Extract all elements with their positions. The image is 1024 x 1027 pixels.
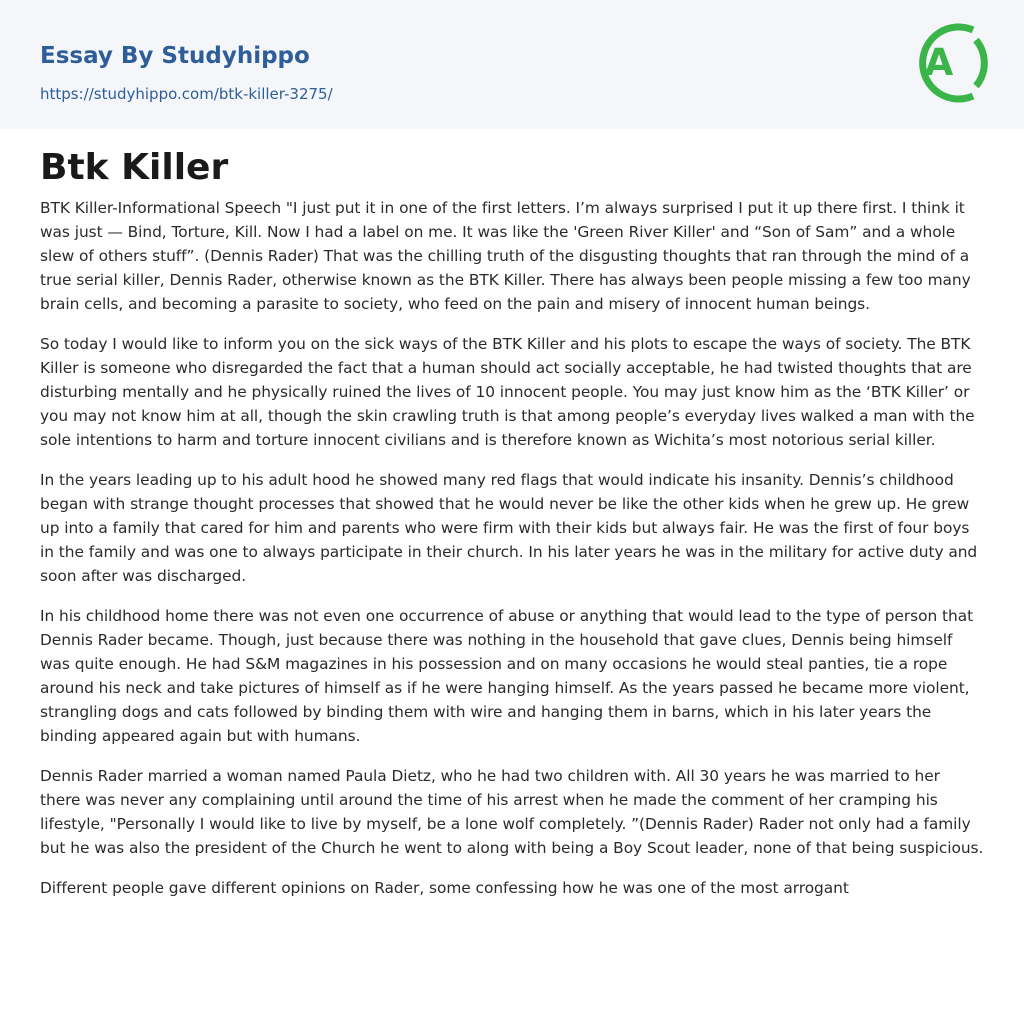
essay-paragraph: BTK Killer-Informational Speech "I just put it in one of the first letters. I’m always surprised I put it up there first. I think it was just — Bind, Torture, Kill. Now I had a label on me. It was like the 'Green River Killer' and “Son of Sam” and a whole slew of others stuff”. (Dennis Rader) That was the chilling truth of the disgusting thoughts that ran through the mind of a true serial killer, Dennis Rader, otherwise known as the BTK Killer. There has always been people missing a few too many brain cells, and becoming a parasite to society, who feed on the pain and misery of innocent human beings. <box>40 199 971 313</box>
essay-paragraph: So today I would like to inform you on the sick ways of the BTK Killer and his plots to escape the ways of society. The BTK Killer is someone who disregarded the fact that a human should act socially acceptable, he had twisted thoughts that are disturbing mentally and he physically ruined the lives of 10 innocent people. You may just know him as the ‘BTK Killer’ or you may not know him at all, though the skin crawling truth is that among people’s everyday lives walked a man with the sole intentions to harm and torture innocent civilians and is therefore known as Wichita’s most notorious serial killer. <box>40 335 975 449</box>
essay-paragraph: Different people gave different opinions on Rader, some confessing how he was one of the most arrogant <box>40 879 849 897</box>
essay-paragraph: In his childhood home there was not even one occurrence of abuse or anything that would lead to the type of person that Dennis Rader became. Though, just because there was nothing in the household that gave clues, Dennis being himself was quite enough. He had S&M magazines in his possession and on many occasions he would steal panties, tie a rope around his neck and take pictures of himself as if he were hanging himself. As the years passed he became more violent, strangling dogs and cats followed by binding them with wire and hanging them in barns, which in his later years the binding appeared again but with humans. <box>40 607 974 745</box>
logo-letter: A <box>924 41 954 84</box>
page-title: Btk Killer <box>40 147 229 188</box>
a-circle-logo-icon[interactable] <box>910 18 990 108</box>
essay-paragraph: Dennis Rader married a woman named Paula Dietz, who he had two children with. All 30 years he was married to her there was never any complaining until around the time of his arrest when he made the comment of her cramping his lifestyle, "Personally I would like to live by myself, be a lone wolf completely. ”(Dennis Rader) Rader not only had a family but he was also the president of the Church he went to along with being a Boy Scout leader, none of that being suspicious. <box>40 767 984 857</box>
essay-content <box>40 140 984 916</box>
essay-url-link[interactable]: https://studyhippo.com/btk-killer-3275/ <box>40 85 333 103</box>
essay-paragraph: In the years leading up to his adult hood he showed many red flags that would indicate his insanity. Dennis’s childhood began with strange thought processes that showed that he would never be like the other kids when he grew up. He grew up into a family that cared for him and parents who were firm with their kids but always fair. He was the first of four boys in the family and was one to always participate in their church. In his later years he was in the military for active duty and soon after was discharged. <box>40 471 978 585</box>
site-header <box>0 0 1024 129</box>
brand-title[interactable]: Essay By Studyhippo <box>40 43 310 69</box>
